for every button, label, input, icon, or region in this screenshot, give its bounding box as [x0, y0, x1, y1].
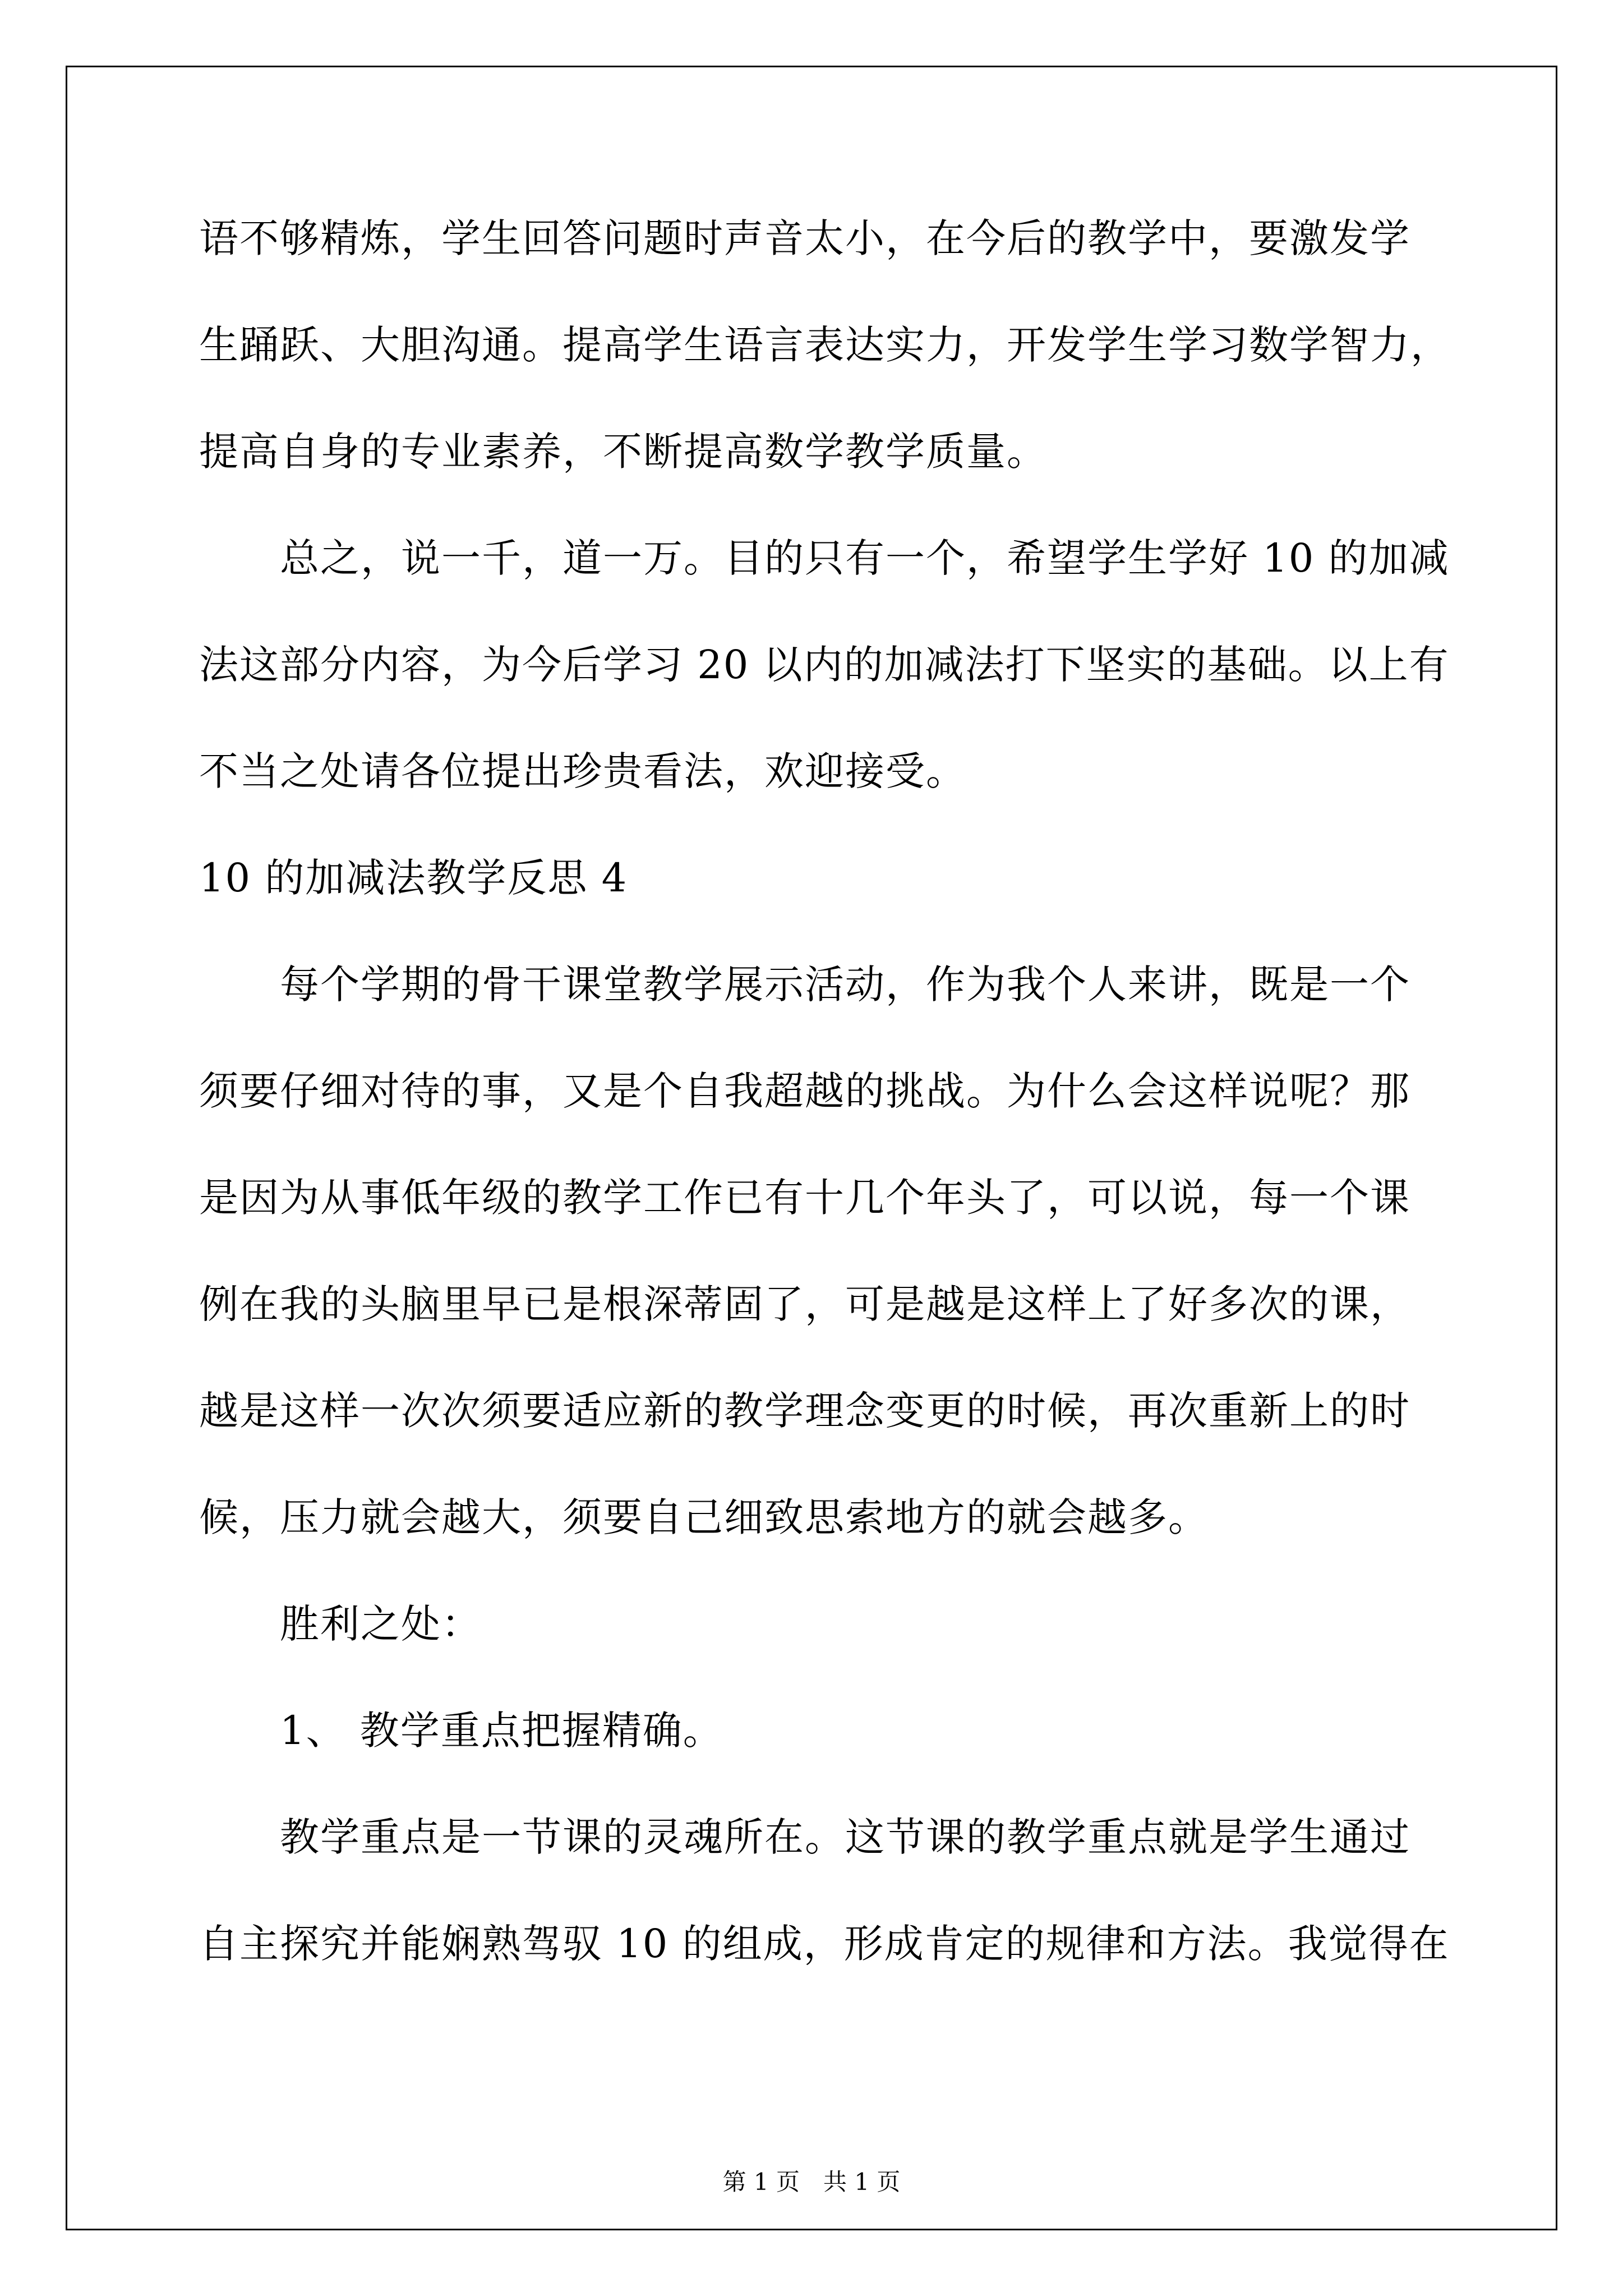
text-line: 须要仔细对待的事，又是个自我超越的挑战。为什么会这样说呢？那: [199, 1068, 1410, 1114]
text-line: 教学重点是一节课的灵魂所在。这节课的教学重点就是学生通过: [199, 1814, 1410, 1860]
text-line: 1、 教学重点把握精确。: [199, 1708, 723, 1754]
text-line: 提高自身的专业素养，不断提高数学教学质量。: [199, 429, 1047, 475]
text-line: 语不够精炼，学生回答问题时声音太小，在今后的教学中，要激发学: [199, 215, 1410, 261]
text-line: 不当之处请各位提出珍贵看法，欢迎接受。: [199, 748, 966, 794]
page-footer: 第 1 页 共 1 页: [722, 2168, 901, 2196]
text-line: 法这部分内容，为今后学习 20 以内的加减法打下坚实的基础。以上有: [199, 642, 1450, 688]
text-line: 越是这样一次次须要适应新的教学理念变更的时候，再次重新上的时: [199, 1388, 1410, 1434]
section-heading: 10 的加减法教学反思 4: [199, 855, 628, 901]
text-line: 胜利之处：: [199, 1601, 482, 1647]
text-line: 生踊跃、大胆沟通。提高学生语言表达实力，开发学生学习数学智力，: [199, 322, 1451, 368]
text-line: 自主探究并能娴熟驾驭 10 的组成，形成肯定的规律和方法。我觉得在: [199, 1921, 1450, 1967]
text-line: 候，压力就会越大，须要自己细致思索地方的就会越多。: [199, 1494, 1209, 1540]
text-line: 是因为从事低年级的教学工作已有十几个年头了，可以说，每一个课: [199, 1175, 1410, 1221]
text-line: 总之，说一千，道一万。目的只有一个，希望学生学好 10 的加减: [199, 535, 1450, 581]
page-border: [66, 66, 1557, 2230]
text-line: 例在我的头脑里早已是根深蒂固了，可是越是这样上了好多次的课，: [199, 1281, 1410, 1327]
text-line: 每个学期的骨干课堂教学展示活动，作为我个人来讲，既是一个: [199, 961, 1410, 1007]
